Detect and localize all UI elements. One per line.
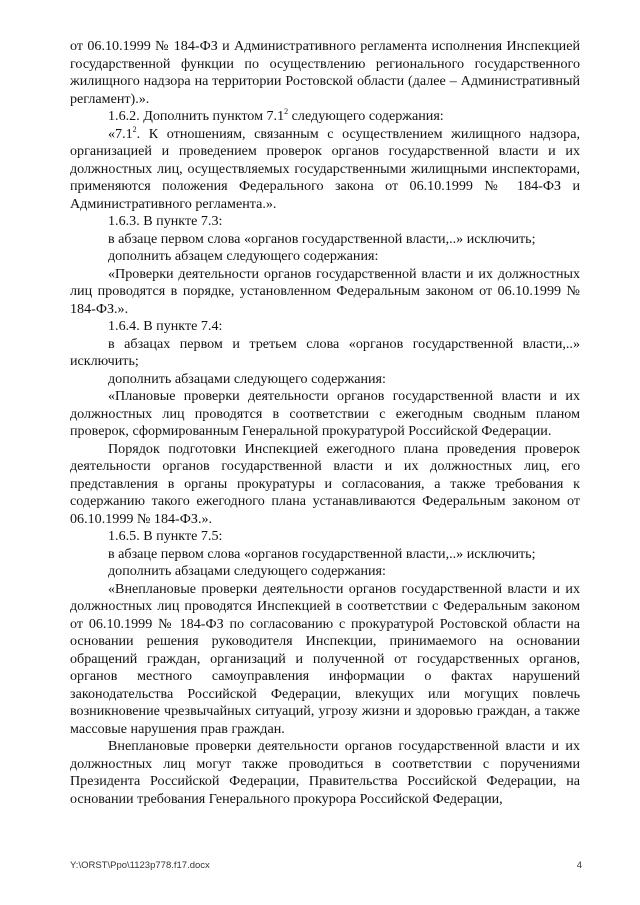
paragraph: «Внеплановые проверки деятельности органов государственной власти и их должностных лиц проводятся Инспекцией в соответствии с Федеральным законом от 06.10.1999 № 184-ФЗ по согласованию с прокуратурой Ростовской области на основании решения руководителя Инспекции, принимаемого на основании обращений граждан, организаций и полученной от государственных органов, органов местного самоуправления информации о фактах нарушений законодательства Российской Федерации, влекущих или могущих повлечь возникновение чрезвычайных ситуаций, угрозу жизни и здоровью граждан, а также массовые нарушения прав граждан.	[70, 580, 580, 737]
paragraph-text: «7.1	[108, 125, 133, 142]
paragraph-item-1-6-5: 1.6.5. В пункте 7.5:	[108, 528, 223, 544]
paragraph-item-1-6-2	[70, 108, 580, 126]
paragraph-item-1-6-3: 1.6.3. В пункте 7.3:	[108, 213, 223, 229]
paragraph-text: следующего содержания:	[288, 108, 444, 124]
paragraph: Порядок подготовки Инспекцией ежегодного плана проведения проверок деятельности органов государственной власти и их должностных лиц, его представления в органы прокуратуры и согласования, а также требования к содержанию такого ежегодного плана устанавливаются Федеральным законом от 06.10.1999 № 184-ФЗ.».	[70, 440, 580, 527]
footer-file-path: Y:\ORST\Ppo\1123p778.f17.docx	[70, 860, 210, 871]
paragraph: «Плановые проверки деятельности органов государственной власти и их должностных лиц проводятся в соответствии с ежегодным сводным планом проверок, сформированным Генеральной прокуратурой Российской Федерации.	[70, 388, 580, 439]
paragraph: в абзаце первом слова «органов государственной власти,..» исключить;	[108, 545, 536, 562]
paragraph: в абзацах первом и третьем слова «органов государственной власти,..» исключить;	[70, 335, 580, 369]
paragraph-quote-7-1-2	[70, 126, 580, 214]
page-number: 4	[576, 860, 582, 871]
paragraph-continuation: от 06.10.1999 № 184-ФЗ и Административного регламента исполнения Инспекцией государственной функции по осуществлению регионального государственного жилищного надзора на территории Ростовской области (далее – Административный регламент).».	[70, 38, 580, 107]
superscript: 2	[284, 107, 289, 116]
paragraph: «Проверки деятельности органов государственной власти и их должностных лиц проводятся в порядке, установленном Федеральным законом от 06.10.1999 № 184-ФЗ.».	[70, 265, 580, 317]
superscript: 2	[132, 124, 137, 134]
paragraph: дополнить абзацами следующего содержания:	[108, 563, 386, 579]
paragraph: Внеплановые проверки деятельности органов государственной власти и их должностных лиц могут также проводиться в соответствии с поручениями Президента Российской Федерации, Правительства Российской Федерации, на основании требования Генерального прокурора Российской Федерации,	[70, 738, 580, 807]
paragraph: дополнить абзацем следующего содержания:	[108, 248, 379, 264]
paragraph-text: 1.6.2. Дополнить пунктом 7.1	[108, 108, 285, 124]
document-body	[70, 38, 580, 808]
paragraph: дополнить абзацами следующего содержания:	[108, 370, 386, 387]
paragraph-item-1-6-4: 1.6.4. В пункте 7.4:	[108, 318, 223, 334]
paragraph-text: . К отношениям, связанным с осуществлением жилищного надзора, организацией и проведением проверок органов государственной власти и их должностных лиц, осуществляемых государственными жилищными инспекторами, применяются положения Федерального закона от 06.10.1999 № 184-ФЗ и Административного регламента.».	[70, 125, 580, 212]
paragraph: в абзаце первом слова «органов государственной власти,..» исключить;	[108, 230, 536, 247]
